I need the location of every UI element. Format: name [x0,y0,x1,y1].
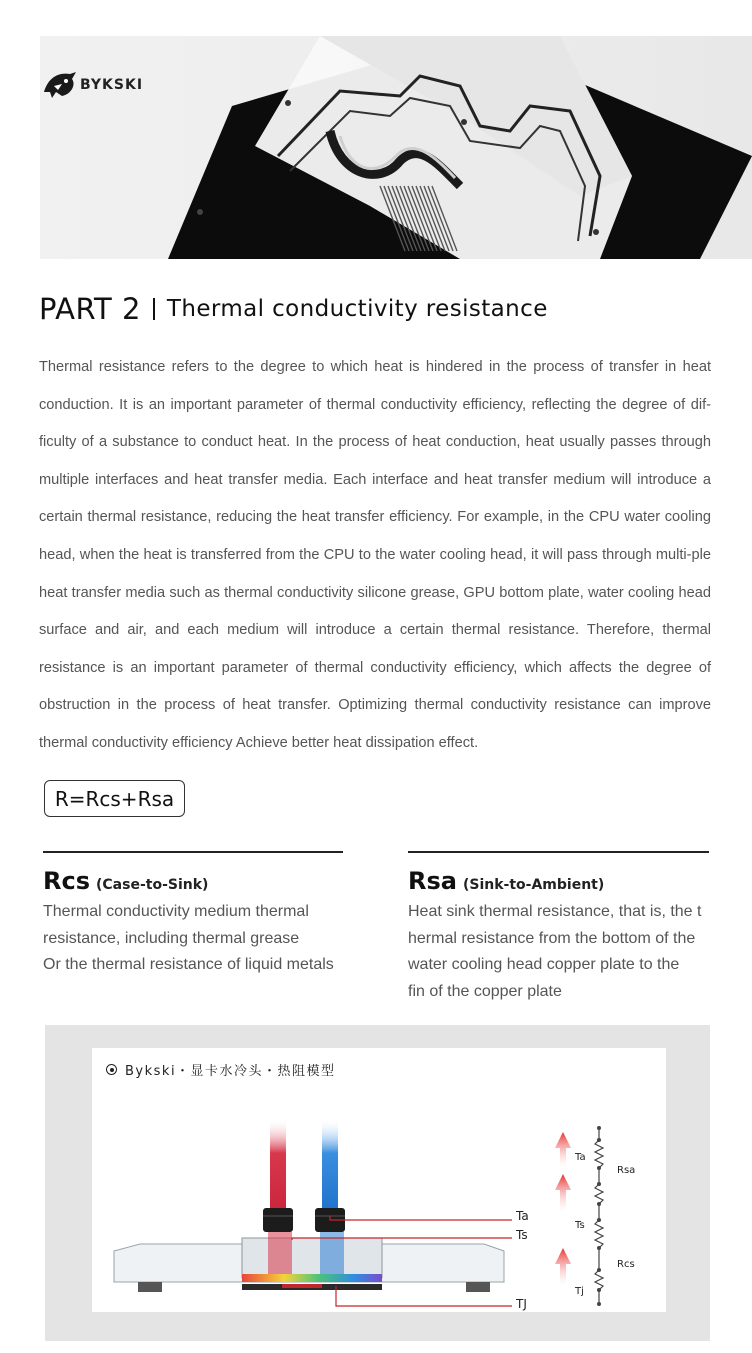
ta-callout-line [330,1216,512,1220]
heat-arrow-ts [555,1174,571,1212]
water-block-illustration [40,36,752,259]
rcs-column [43,851,343,979]
dragon-logo-icon [42,70,78,100]
rsa-rule [408,851,709,853]
model-tj: Tj [575,1286,584,1297]
rcs-line: Thermal conductivity medium thermal [43,903,309,920]
part-label: PART 2 [39,292,141,326]
heat-arrow-tj [555,1248,571,1286]
heat-arrow-ta [555,1132,571,1168]
rsa-name: (Sink-to-Ambient) [462,877,605,893]
rcs-name: (Case-to-Sink) [96,877,209,893]
thermal-model-card [92,1048,666,1312]
model-ta: Ta [575,1152,586,1163]
thermal-model-illustration [92,1048,666,1312]
body-paragraph: Thermal resistance refers to the degree to which heat is hindered in the process of transfer in heat conduction. It is an important parameter of thermal conductivity efficiency, reflecting the degree of dif-ficulty of a substance to conduct heat. In the process of heat conduction, heat usually passes through multiple interfaces and heat transfer media. Each interface and heat transfer medium will introduce a certain thermal resistance, reducing the heat transfer efficiency. For example, in the CPU water cooling head, when the heat is transferred from the CPU to the water cooling head, it will pass through multi-ple heat transfer media such as thermal conductivity silicone grease, GPU bottom plate, water cooling head surface and air, and each medium will introduce a certain thermal resistance. Therefore, thermal resistance is an important parameter of thermal conductivity efficiency, which affects the degree of obstruction in the process of heat transfer. Optimizing thermal conductivity resistance can improve thermal conductivity efficiency Achieve better heat dissipation effect. [39,359,711,751]
hot-tube [270,1118,286,1218]
rsa-line: fin of the copper plate [408,982,562,1000]
model-ts: Ts [575,1220,585,1231]
section-title: Thermal conductivity resistance [166,296,548,322]
rsa-line: water cooling head copper plate to the [408,956,680,973]
brand-logo [42,70,143,100]
rcs-symbol: Rcs [43,867,90,895]
resistor-chain [595,1128,603,1304]
brand-name: BYKSKI [80,77,144,93]
hero-banner [40,36,752,259]
model-rsa: Rsa [617,1165,636,1176]
callout-tj: TJ [516,1297,527,1311]
diagram-title-text: Bykski・显卡水冷头・热阻模型 [125,1064,336,1079]
formula-box: R=Rcs+Rsa [44,780,185,817]
rsa-line: hermal resistance from the bottom of the [408,929,696,947]
gpu-die [282,1284,322,1288]
rsa-description [408,899,709,1005]
rcs-line: Or the thermal resistance of liquid metals [43,956,334,973]
callout-ts: Ts [516,1228,528,1242]
rcs-rule [43,851,343,853]
section-heading [39,292,548,326]
rcs-description [43,899,343,979]
hot-fitting [263,1208,293,1232]
rsa-symbol: Rsa [408,867,457,895]
cold-tube [322,1118,338,1218]
rsa-line: Heat sink thermal resistance, that is, the t [408,903,702,920]
model-rcs: Rcs [617,1259,635,1270]
rsa-column [408,851,709,1005]
callout-ta: Ta [516,1209,529,1223]
thermal-model-panel [45,1025,710,1341]
heading-divider [153,298,155,320]
rcs-line: resistance, including thermal grease [43,929,300,947]
heat-gradient-strip [242,1274,382,1282]
